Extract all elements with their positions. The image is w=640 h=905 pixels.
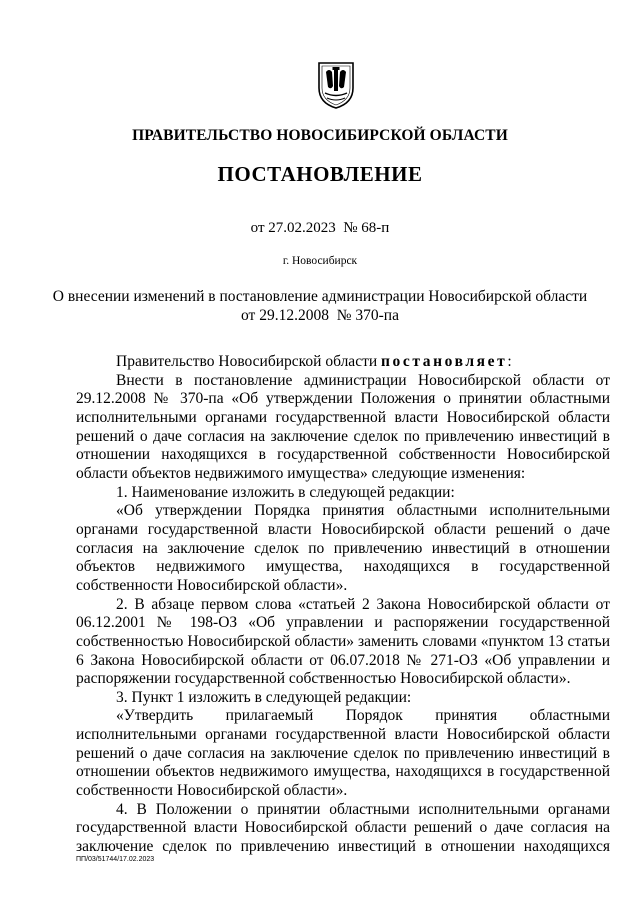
- item-1-text: «Об утверждении Порядка принятия областными исполнительными органами государственной власти Новосибирской области решений о даче согласия на заключение сделок по привлечению инвестиций в отношении объектов недвижимого имущества, находящихся в государственной собственности Новосибирской области».: [76, 502, 610, 594]
- item-3-text: «Утвердить прилагаемый Порядок принятия областными исполнительными органами государственной власти Новосибирской области решений о даче согласия на заключение сделок по привлечению инвестиций в отношении объектов недвижимого имущества, находящихся в государственной собственности Новосибирской области».: [76, 707, 610, 800]
- item-2-text: 2. В абзаце первом слова «статьей 2 Закона Новосибирской области от 06.12.2001 № 198-ОЗ «Об управлении и распоряжении государственной собственностью Новосибирской области» заменить словами «пунктом 13 статьи 6 Закона Новосибирской области от 06.07.2018 № 271-ОЗ «Об управлении и распоряжении государственной собственностью Новосибирской области».: [76, 595, 610, 688]
- item-1-title: 1. Наименование изложить в следующей редакции:: [116, 483, 455, 501]
- decree-type: ПОСТАНОВЛЕНИЕ: [217, 162, 423, 186]
- novosibirsk-coat-of-arms-icon: [315, 60, 357, 110]
- intro-paragraph: [76, 353, 610, 372]
- decree-city: г. Новосибирск: [282, 255, 358, 267]
- intro-decides: постановляет: [381, 353, 508, 370]
- document-code: ПП/03/51744/17.02.2023: [76, 856, 155, 863]
- decree-subject-line1: О внесении изменений в постановление администрации Новосибирской области: [52, 288, 588, 305]
- intro-suffix: :: [507, 353, 512, 370]
- intro-prefix: Правительство Новосибирской области: [116, 353, 382, 370]
- item-3-title: 3. Пункт 1 изложить в следующей редакции:: [116, 688, 412, 706]
- government-name: ПРАВИТЕЛЬСТВО НОВОСИБИРСКОЙ ОБЛАСТИ: [132, 127, 508, 144]
- decree-body: [76, 353, 610, 857]
- decree-date-number: от 27.02.2023 № 68-п: [250, 220, 390, 236]
- decree-subject-line2: от 29.12.2008 № 370-па: [241, 307, 399, 324]
- item-4-text: 4. В Положении о принятии областными исполнительными органами государственной власти Новосибирской области решений о даче согласия на заключение сделок по привлечению инвестиций в отношении находящихся: [76, 800, 610, 856]
- decree-subject: [0, 287, 640, 325]
- amendment-intro: Внести в постановление администрации Новосибирской области от 29.12.2008 № 370-па «Об утверждении Положения о принятии областными исполнительными органами государственной власти Новосибирской области решений о даче согласия на заключение сделок по привлечению инвестиций в отношении находящихся в государственной собственности Новосибирской области объектов недвижимого имущества» следующие изменения:: [76, 371, 610, 482]
